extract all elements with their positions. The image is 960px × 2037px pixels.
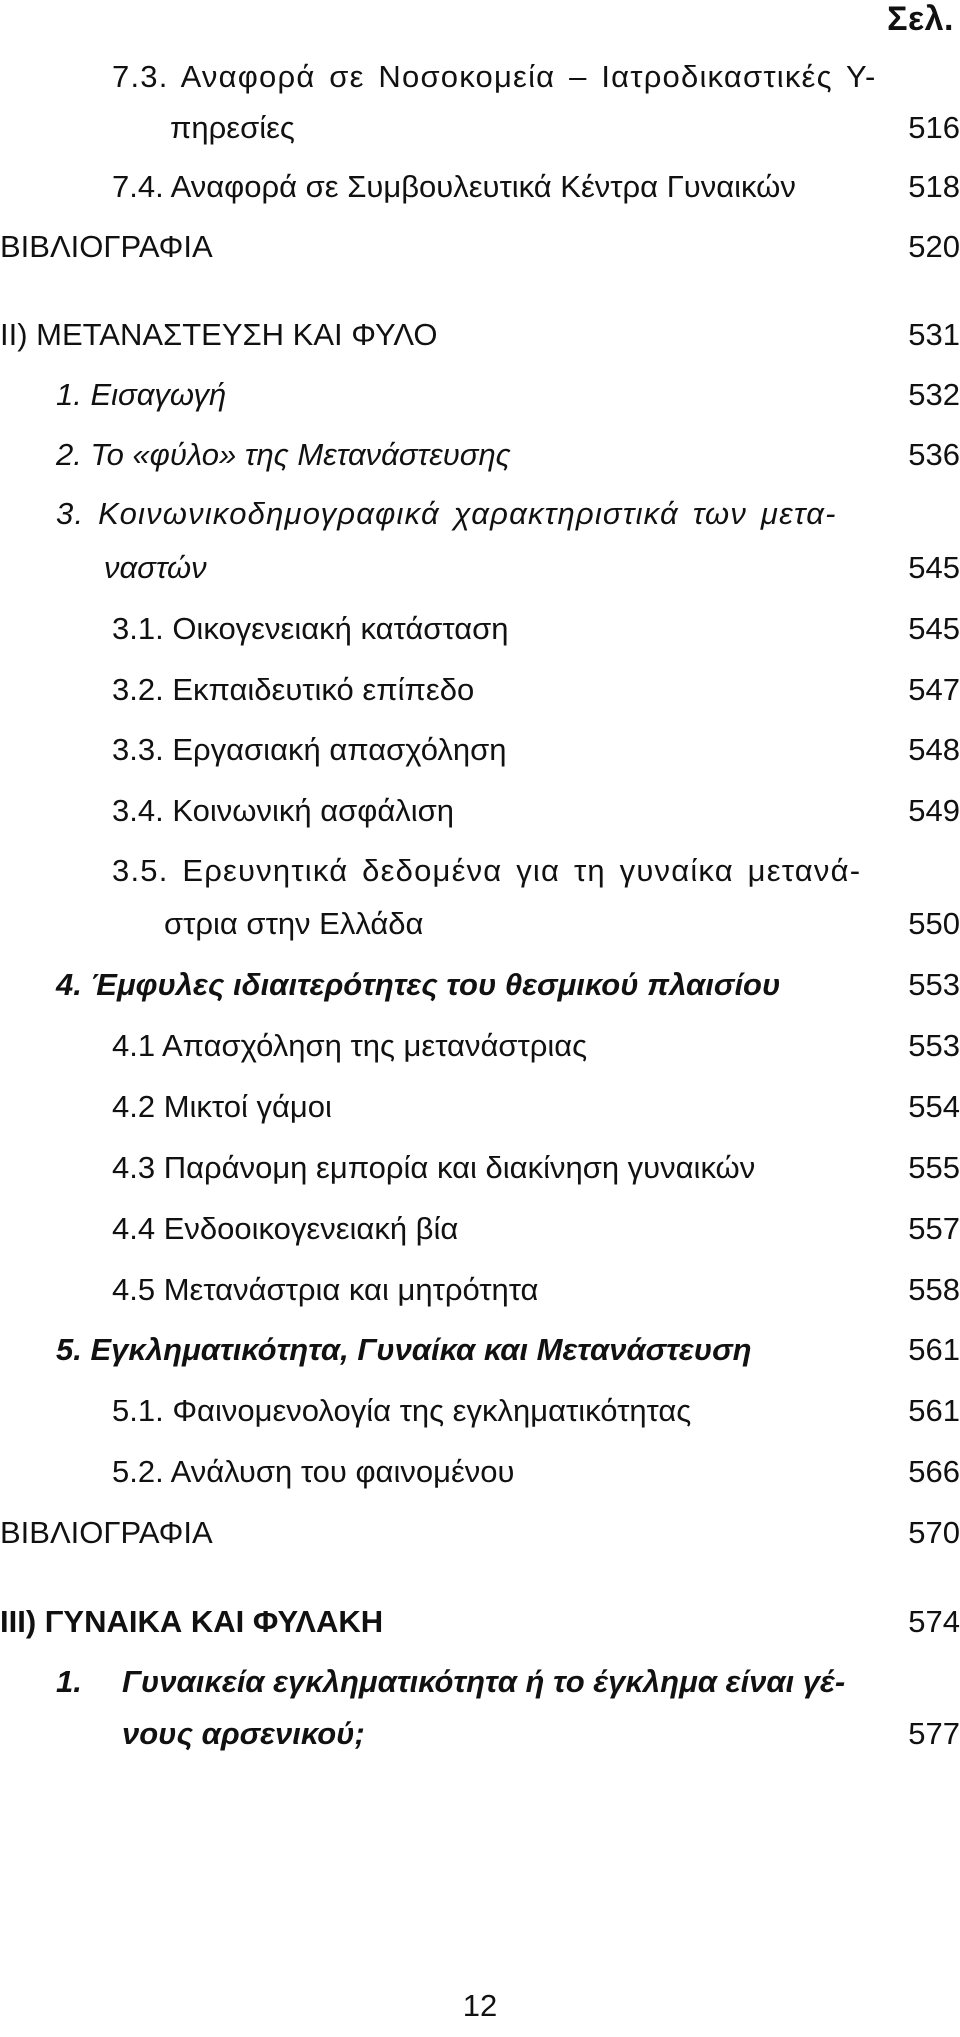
toc-entry-title: 4.2 Μικτοί γάμοι bbox=[112, 1089, 332, 1124]
toc-entry-title: 5.1. Φαινομενολογία της εγκληματικότητας bbox=[112, 1393, 692, 1428]
toc-entry-page: 566 bbox=[908, 1454, 960, 1489]
toc-entry-page: 553 bbox=[908, 1028, 960, 1063]
toc-entry-title: 4.1 Απασχόληση της μετανάστριας bbox=[112, 1028, 588, 1063]
toc-entry-title: ΒΙΒΛΙΟΓΡΑΦΙΑ bbox=[0, 1515, 213, 1550]
toc-entry-page: 550 bbox=[908, 906, 960, 941]
toc-entry-page: 545 bbox=[908, 550, 960, 585]
toc-entry-title: 3.1. Οικογενειακή κατάσταση bbox=[112, 611, 509, 646]
toc-entry-page: 570 bbox=[908, 1515, 960, 1550]
toc-entry-title: 2. Το «φύλο» της Μετανάστευσης bbox=[56, 437, 511, 472]
toc-entry-page: 554 bbox=[908, 1089, 960, 1124]
toc-entry-page: 561 bbox=[908, 1332, 960, 1367]
toc-entry-title: Γυναικεία εγκληματικότητα ή το έγκλημα είναι γέ- bbox=[122, 1664, 846, 1699]
toc-entry-title: νους αρσενικού; bbox=[122, 1716, 365, 1751]
toc-entry-page: 548 bbox=[908, 732, 960, 767]
toc-entry-page: 553 bbox=[908, 967, 960, 1002]
toc-entry-page: 520 bbox=[908, 229, 960, 264]
toc-entry-title: 3.4. Κοινωνική ασφάλιση bbox=[112, 793, 455, 828]
toc-entry-title: 3.3. Εργασιακή απασχόληση bbox=[112, 732, 507, 767]
toc-entry-title: 4. Έμφυλες ιδιαιτερότητες του θεσμικού πλαισίου bbox=[56, 967, 781, 1002]
toc-entry-title: 3. Κοινωνικοδημογραφικά χαρακτηριστικά των μετα- bbox=[56, 496, 837, 531]
toc-entry-page: 516 bbox=[908, 110, 960, 145]
toc-entry-page: 518 bbox=[908, 169, 960, 204]
toc-entry-title: 3.5. Ερευνητικά δεδομένα για τη γυναίκα μετανά- bbox=[112, 853, 862, 888]
toc-entry-page: 532 bbox=[908, 377, 960, 412]
toc-entry-page: 536 bbox=[908, 437, 960, 472]
toc-entry-title: 4.5 Μετανάστρια και μητρότητα bbox=[112, 1272, 539, 1307]
toc-entry-title: ΒΙΒΛΙΟΓΡΑΦΙΑ bbox=[0, 229, 213, 264]
toc-entry-page: 531 bbox=[908, 317, 960, 352]
toc-entry-title: 4.3 Παράνομη εμπορία και διακίνηση γυναικών bbox=[112, 1150, 756, 1185]
page-number: 12 bbox=[462, 1988, 498, 2023]
toc-entry-page: 555 bbox=[908, 1150, 960, 1185]
toc-entry-title: 5.2. Ανάλυση του φαινομένου bbox=[112, 1454, 515, 1489]
toc-entry-number: 1. bbox=[56, 1664, 82, 1699]
toc-entry-title: 4.4 Ενδοοικογενειακή βία bbox=[112, 1211, 459, 1246]
toc-entry-page: 547 bbox=[908, 672, 960, 707]
toc-entry-title: 7.3. Αναφορά σε Νοσοκομεία – Ιατροδικαστικές Υ- bbox=[112, 59, 877, 94]
toc-entry-title: ναστών bbox=[104, 550, 207, 585]
page-column-header: Σελ. bbox=[887, 0, 954, 38]
toc-entry-page: 558 bbox=[908, 1272, 960, 1307]
toc-entry-title: ΙΙΙ) ΓΥΝΑΙΚΑ ΚΑΙ ΦΥΛΑΚΗ bbox=[0, 1604, 384, 1639]
toc-entry-page: 549 bbox=[908, 793, 960, 828]
toc-entry-title: 7.4. Αναφορά σε Συμβουλευτικά Κέντρα Γυναικών bbox=[112, 169, 796, 204]
toc-entry-title: 1. Εισαγωγή bbox=[56, 377, 227, 412]
toc-entry-title: στρια στην Ελλάδα bbox=[164, 906, 424, 941]
toc-entry-page: 574 bbox=[908, 1604, 960, 1639]
toc-entry-page: 561 bbox=[908, 1393, 960, 1428]
toc-entry-page: 557 bbox=[908, 1211, 960, 1246]
toc-entry-title: 3.2. Εκπαιδευτικό επίπεδο bbox=[112, 672, 475, 707]
toc-entry-title: 5. Εγκληματικότητα, Γυναίκα και Μετανάστευση bbox=[56, 1332, 752, 1367]
toc-entry-title: πηρεσίες bbox=[170, 110, 295, 145]
toc-entry-title: ΙΙ) ΜΕΤΑΝΑΣΤΕΥΣΗ ΚΑΙ ΦΥΛΟ bbox=[0, 317, 438, 352]
toc-entry-page: 577 bbox=[908, 1716, 960, 1751]
toc-entry-page: 545 bbox=[908, 611, 960, 646]
